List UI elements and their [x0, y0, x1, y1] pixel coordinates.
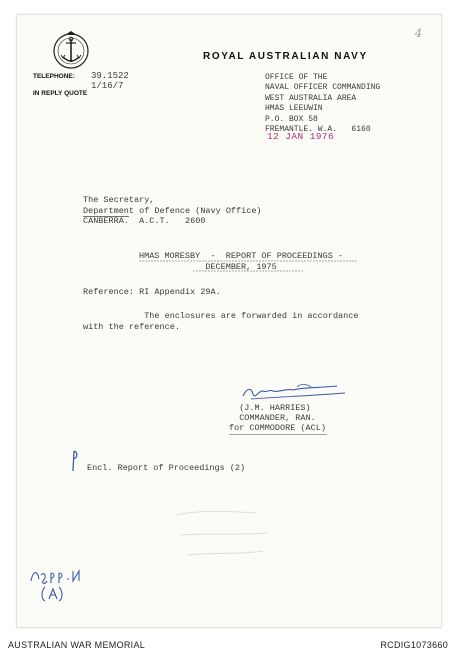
telephone-label: TELEPHONE:: [33, 73, 75, 80]
date-stamp: 12 JAN 1976: [267, 131, 335, 142]
naval-crest-icon: [51, 29, 91, 73]
subject-underline: [139, 260, 357, 272]
telephone-value: 39.1522: [91, 71, 129, 81]
enclosure-line: Encl. Report of Proceedings (2): [87, 463, 246, 473]
signature-icon: [237, 381, 349, 403]
recipient-underline: [83, 215, 129, 218]
footer-record-id: RCDIG1073660: [380, 640, 448, 650]
corner-mark: 4: [415, 27, 422, 40]
signer-block: (J.M. HARRIES) COMMANDER, RAN. for COMMODORE (ACL): [229, 403, 326, 433]
letter-sheet: [16, 14, 442, 628]
body-paragraph: The enclosures are forwarded in accordance with the reference.: [83, 311, 359, 332]
faint-ghost-stamp: [167, 505, 277, 565]
subject-line: HMAS MORESBY - REPORT OF PROCEEDINGS - DECEMBER, 1975: [139, 251, 344, 272]
reply-quote-value: 1/16/7: [91, 81, 124, 91]
recipient-address: The Secretary, Department of Defence (Navy Office) CANBERRA. A.C.T. 2600: [83, 195, 262, 226]
reply-quote-label: IN REPLY QUOTE: [33, 90, 88, 97]
signer-underline: [229, 433, 327, 436]
letterhead-title: ROYAL AUSTRALIAN NAVY: [203, 51, 368, 62]
office-address: OFFICE OF THE NAVAL OFFICER COMMANDING WEST AUSTRALIA AREA HMAS LEEUWIN P.O. BOX 58 FREMANTLE. W.A. 6160: [265, 73, 381, 135]
handwritten-annotation-icon: [27, 561, 83, 603]
reference-line: Reference: RI Appendix 29A.: [83, 287, 221, 297]
footer-source: AUSTRALIAN WAR MEMORIAL: [8, 640, 146, 650]
handwritten-tick-icon: [67, 449, 81, 475]
